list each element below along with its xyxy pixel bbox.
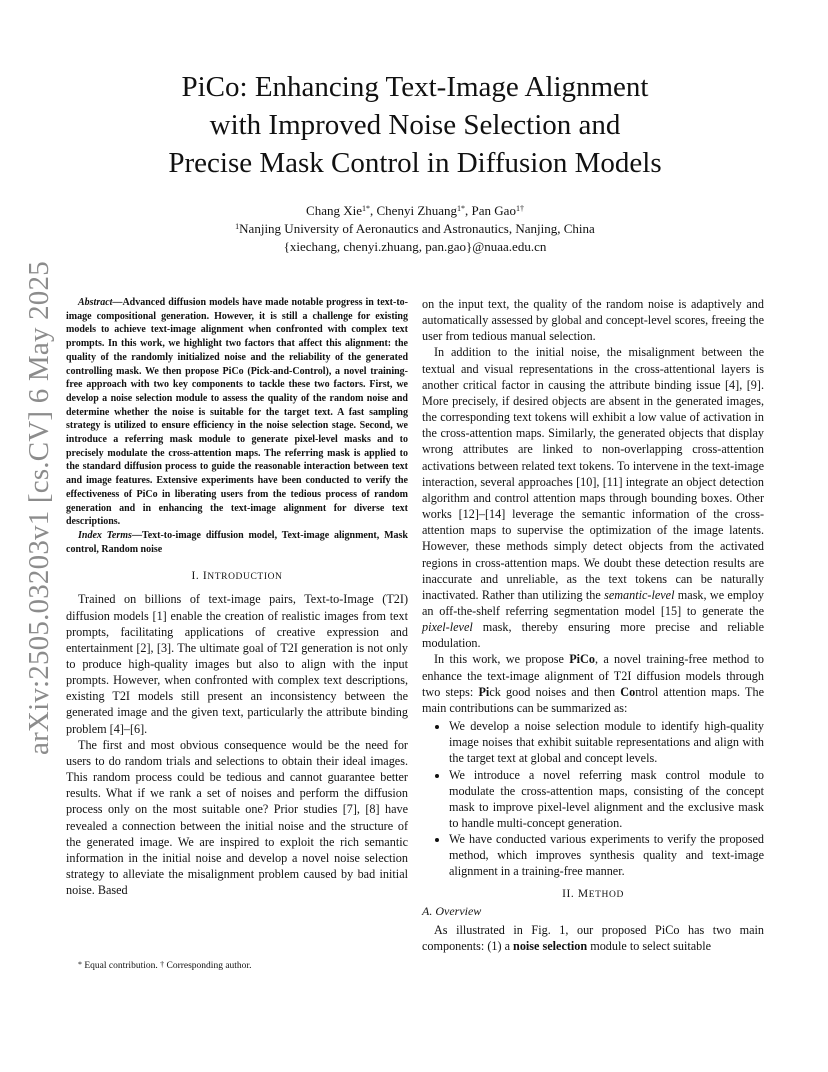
- left-column: [66, 296, 408, 898]
- author-mark: 1†: [515, 204, 524, 213]
- section-heading-introduction: I. INTRODUCTION: [191, 570, 283, 583]
- affiliation: $^1$Nanjing University of Aeronautics and Astronautics, Nanjing, China: [235, 221, 595, 236]
- arxiv-identifier: [19, 261, 59, 755]
- footnote-text: Corresponding author.: [164, 961, 252, 971]
- author-name: Chang Xie: [306, 203, 363, 218]
- author-mark: 1*: [457, 204, 466, 213]
- abstract-label: Abstract—: [78, 297, 123, 308]
- footnote-mark: *: [78, 960, 82, 969]
- title-line: with Improved Noise Selection and: [209, 109, 621, 141]
- right-column: [422, 296, 764, 954]
- author-names: Chang Xie$^{1*}$, Chenyi Zhuang$^{1*}$, Pan Gao$^{1\dagger}$: [306, 203, 524, 218]
- section-heading-method: II. METHOD: [562, 887, 624, 900]
- footnote-text: Equal contribution.: [82, 961, 161, 971]
- arxiv-identifier-text: arXiv:2505.03203v1 [cs.CV] 6 May 2025: [23, 261, 55, 755]
- intro-paragraph: Trained on billions of text-image pairs, Text-to-Image (T2I) diffusion models [1] enable the creation of realistic images from text prompts, facilitating applications of creative expression and entertainment [2], [3]. The ultimate goal of T2I generation is not only to produce high-quality images but also to align with the input prompts. However, when confronted with complex text descriptions, existing T2I models still present an inconsistency between the generated image and the given text, particularly the attribute binding problem [4]–[6].: [66, 592, 408, 736]
- subsection-heading-overview: A. Overview: [422, 903, 482, 918]
- author-mark: 1*: [362, 204, 371, 213]
- abstract-text: Advanced diffusion models have made notable progress in text-to-image compositional generation. However, it is still a challenge for existing models to achieve text-image alignment when confronted with complex text prompts. In this work, we highlight two factors that affect this alignment: the quality of the randomly initialized noise and the reliability of the generated controlling mask. We then propose PiCo (Pick-and-Control), a novel training-free approach with two key components to tackle these two factors. First, we develop a noise selection module to assess the quality of the random noise and determine whether the noise is suitable for the target text. A fast sampling strategy is utilized to ensure efficiency in the noise selection stage. Second, we introduce a referring mask module to generate pixel-level masks and to precisely modulate the cross-attention maps. The referring mask is applied to the standard diffusion process to guide the reasonable interaction between text and image features. Extensive experiments have been conducted to verify the effectiveness of PiCo in liberating users from the tedious process of random generation and in enhancing the text-image alignment for diverse text descriptions.: [66, 297, 408, 528]
- list-item: • We have conducted various experiments to verify the proposed method, which improves synthesis quality and text-image alignment in a training-free manner.: [449, 831, 764, 879]
- intro-paragraph: In addition to the initial noise, the misalignment between the textual and visual representations in the cross-attentional layers is another critical factor in causing the attribute binding issue [4], [9]. More precisely, if desired objects are absent in the generated images, the corresponding text tokens will exhibit a low value of activation in the cross-attention maps. Similarly, the generated objects that display wrong attributes are linked to non-overlapping cross-attention activations between related text tokens. To intervene in the text-image interaction, several approaches [10], [11] integrate an object detection algorithm and control attention maps through bounding boxes. Other works [12]–[14] leverage the semantic information of the cross-attention maps to supervise the optimization of the image latents. However, these methods simply detect objects from the activated regions in cross-attention maps. We doubt these detection results are inaccurate and unreliable, as the text tokens can be naturally inactivated. Rather than utilizing the semantic-level mask, we employ an off-the-shelf referring segmentation model [15] to generate the pixel-level mask, thereby ensuring more precise and reliable modulation.: [422, 345, 764, 651]
- footnote: [66, 960, 408, 973]
- author-emails: {xiechang, chenyi.zhuang, pan.gao}@nuaa.edu.cn: [283, 239, 547, 254]
- intro-paragraph-continued: on the input text, the quality of the random noise is adaptively and automatically assessed by global and concept-level scores, freeing the user from tedious manual selection.: [422, 297, 764, 344]
- intro-paragraph: In this work, we propose PiCo, a novel training-free method to enhance the text-image alignment of T2I diffusion models through two steps: Pick good noises and then Control attention maps. The main contributions can be summarized as:: [422, 652, 764, 715]
- index-terms-text: —Text-to-image diffusion model, Text-image alignment, Mask control, Random noise: [66, 529, 408, 555]
- author-name: Pan Gao: [471, 203, 516, 218]
- list-item: • We introduce a novel referring mask control module to modulate the cross-attention maps, consisting of the concept mask to improve pixel-level alignment and the exclusive mask to handle multi-concept generation.: [449, 767, 764, 832]
- paper-title: [100, 68, 730, 182]
- index-terms: [66, 529, 408, 556]
- author-name: Chenyi Zhuang: [376, 203, 458, 218]
- affiliation-mark: 1: [235, 222, 240, 231]
- footnote-mark: †: [160, 960, 165, 969]
- index-terms-label: Index Terms: [78, 529, 132, 541]
- title-line: Precise Mask Control in Diffusion Models: [168, 147, 662, 179]
- intro-paragraph: The first and most obvious consequence would be the need for users to do random trials and selections to obtain their ideal images. This random process could be tedious and cannot guarantee better results. What if we rank a set of noises and perform the diffusion process only on the most suitable one? Prior studies [7], [8] have revealed a connection between the initial noise and the structure of the generated image. We are inspired to exploit the rich semantic information in the initial noise and develop a novel noise selection strategy to alleviate the misalignment problem caused by bad initial noise. Based: [66, 737, 408, 898]
- list-item: • We develop a noise selection module to identify high-quality image noises that exhibit suitable representations and align with the target text at global and concept levels.: [449, 718, 764, 766]
- contributions-list: [422, 718, 764, 880]
- author-block: [100, 202, 730, 256]
- abstract: [66, 296, 408, 529]
- overview-paragraph: As illustrated in Fig. 1, our proposed PiCo has two main components: (1) a noise selection module to select suitable: [422, 922, 764, 953]
- title-line: PiCo: Enhancing Text-Image Alignment: [181, 71, 649, 103]
